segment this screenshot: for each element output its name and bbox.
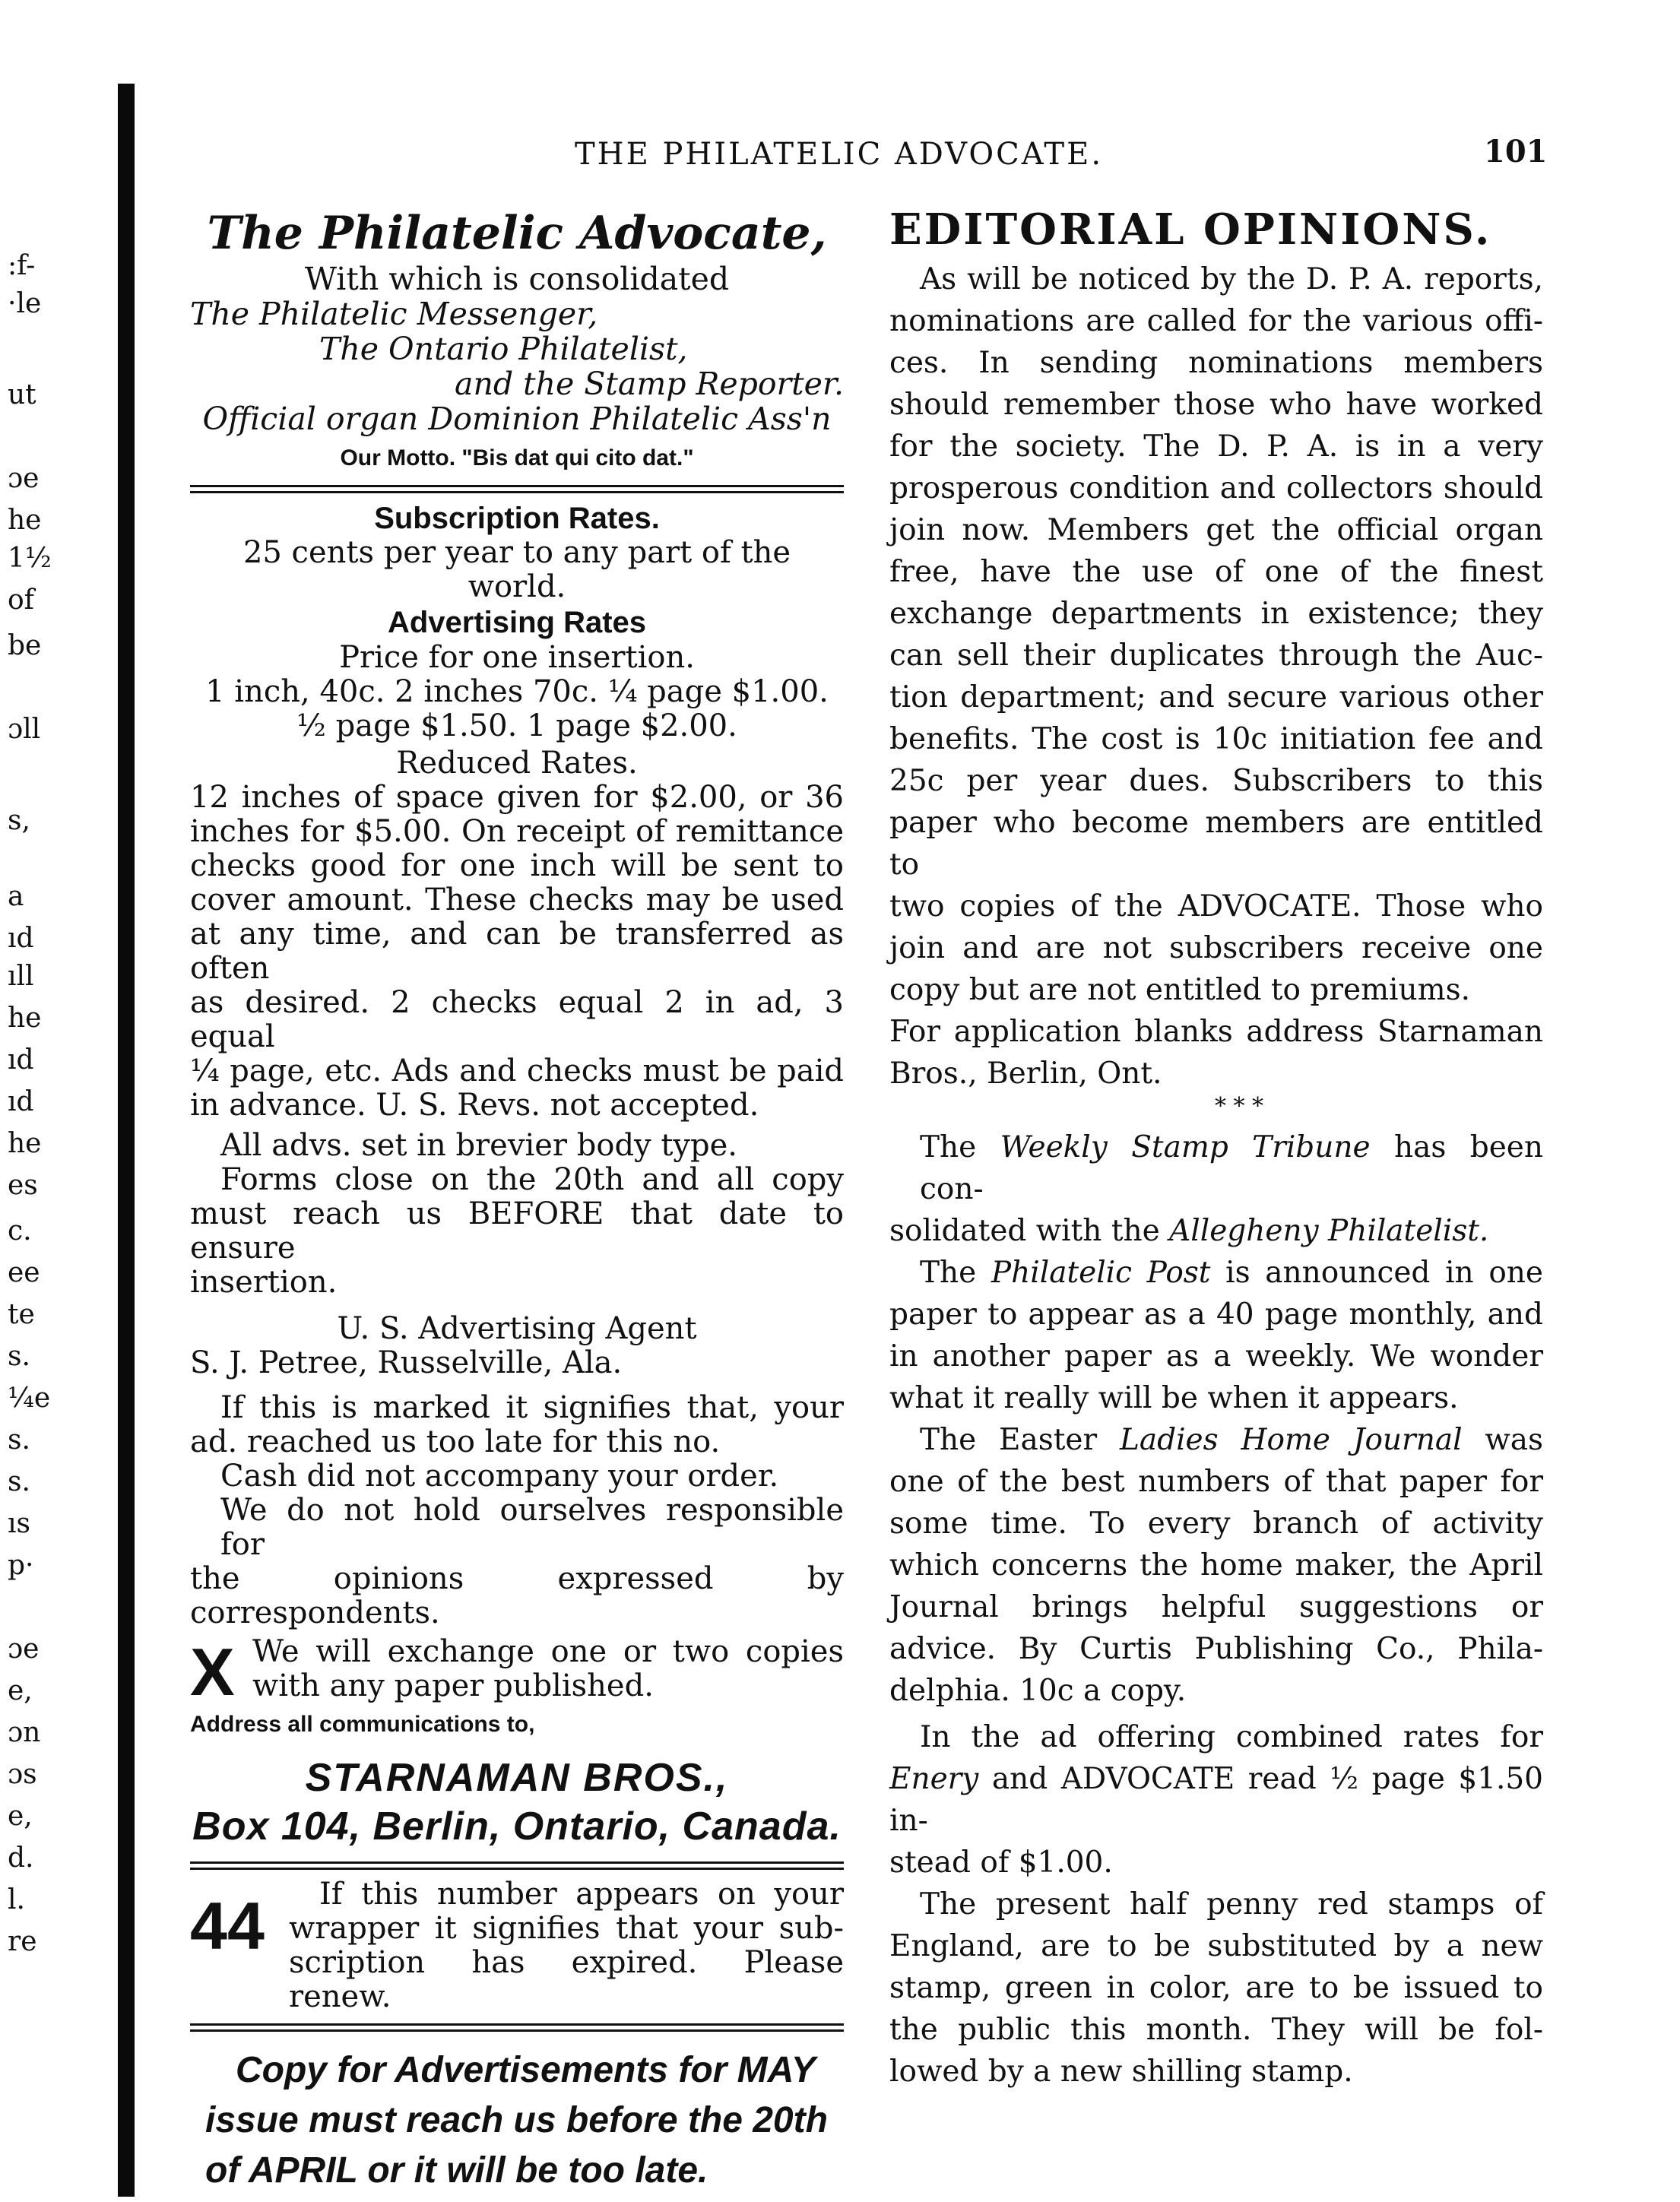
subscription-text: 25 cents per year to any part of the world. xyxy=(242,535,791,604)
copy-deadline: of APRIL or it will be too late. xyxy=(205,2150,708,2191)
address-intro: Address all communications to, xyxy=(190,1712,535,1737)
late-notice: ad. reached us too late for this no. xyxy=(190,1424,721,1459)
fragment: ıd xyxy=(8,1086,34,1117)
editorial-line: tion department; and secure various other xyxy=(889,680,1543,714)
fragment: ɔn xyxy=(8,1717,41,1748)
journal-note: which concerns the home maker, the April xyxy=(889,1548,1543,1583)
exchange-notice xyxy=(190,1635,844,1706)
editorial-line: join and are not subscribers receive one xyxy=(889,931,1543,965)
post-note: what it really will be when it appears. xyxy=(889,1381,1459,1415)
section-stars: * * * xyxy=(1214,1093,1264,1120)
fragment: ıll xyxy=(8,961,34,992)
expiry-line: scription has expired. Please renew. xyxy=(289,1945,844,2014)
forms-close-line: must reach us BEFORE that date to ensure xyxy=(190,1196,844,1266)
cash-notice: Cash did not accompany your order. xyxy=(220,1459,779,1494)
fragment: p· xyxy=(8,1550,34,1581)
editorial-line: For application blanks address Starnaman xyxy=(889,1015,1543,1049)
late-notice: If this is marked it signifies that, your xyxy=(220,1390,844,1425)
fragment: 1½ xyxy=(8,543,52,574)
fragment: te xyxy=(8,1299,35,1330)
editorial-line: benefits. The cost is 10c initiation fee and xyxy=(889,722,1543,756)
official-organ: Official organ Dominion Philatelic Ass'n xyxy=(202,401,832,437)
exchange-mark: X xyxy=(190,1635,235,1706)
editorial-line: copy but are not entitled to premiums. xyxy=(889,973,1471,1007)
fragment: s. xyxy=(8,1424,30,1456)
agent-name: S. J. Petree, Russelville, Ala. xyxy=(190,1345,623,1380)
fragment: be xyxy=(8,630,42,661)
motto: Our Motto. "Bis dat qui cito dat." xyxy=(340,445,694,470)
fragment: e, xyxy=(8,1801,33,1832)
stamp-news: lowed by a new shilling stamp. xyxy=(889,2055,1353,2089)
reduced-line: cover amount. These checks may be used xyxy=(190,882,844,917)
editorial-line: ces. In sending nominations members xyxy=(889,346,1543,380)
text-run: solidated with the xyxy=(889,1214,1170,1248)
text-run: was xyxy=(1462,1423,1544,1457)
fragment: :f- xyxy=(8,250,36,281)
fragment: l. xyxy=(8,1884,25,1915)
journal-note: advice. By Curtis Publishing Co., Phila- xyxy=(889,1632,1543,1666)
fragment: s, xyxy=(8,805,30,836)
editorial-line: nominations are called for the various offi- xyxy=(889,304,1543,338)
reduced-heading: Reduced Rates. xyxy=(396,746,638,781)
reduced-line: checks good for one inch will be sent to xyxy=(190,848,844,883)
publication-name: Allegheny Philatelist. xyxy=(1169,1214,1489,1248)
publication-name: Philatelic Post xyxy=(991,1256,1211,1290)
rates-correction xyxy=(889,1758,1543,1842)
fragment: d. xyxy=(8,1842,34,1874)
stamp-news: the public this month. They will be fol- xyxy=(889,2013,1543,2047)
masthead-title: The Philatelic Advocate, xyxy=(207,207,827,260)
publication-stamp-reporter: and the Stamp Reporter. xyxy=(455,366,844,402)
fragment: he xyxy=(8,1128,42,1159)
fragment: s. xyxy=(8,1341,30,1372)
binding-shadow xyxy=(118,84,135,2197)
fragment: ıd xyxy=(8,1044,34,1076)
price-line-2: ½ page $1.50. 1 page $2.00. xyxy=(296,708,737,743)
post-note xyxy=(889,1252,1543,1294)
price-line-1: 1 inch, 40c. 2 inches 70c. ¼ page $1.00. xyxy=(205,674,829,709)
text-run: The xyxy=(920,1256,991,1290)
editorial-line: 25c per year dues. Subscribers to this xyxy=(889,764,1543,798)
editorial-line: exchange departments in existence; they xyxy=(889,597,1543,631)
editorial-line: free, have the use of one of the finest xyxy=(889,555,1543,589)
exchange-line: with any paper published. xyxy=(252,1668,654,1703)
fragment: ut xyxy=(8,379,36,410)
price-line: Price for one insertion. xyxy=(339,640,695,675)
copy-deadline: Copy for Advertisements for MAY xyxy=(236,2050,816,2090)
journal-note xyxy=(889,1419,1543,1461)
editorial-line: can sell their duplicates through the Auc- xyxy=(889,638,1543,673)
fragment: ɔe xyxy=(8,463,40,494)
editorial-heading: EDITORIAL OPINIONS. xyxy=(889,204,1492,255)
publication-messenger: The Philatelic Messenger, xyxy=(190,296,598,332)
fragment: c. xyxy=(8,1215,32,1247)
stamp-news: England, are to be substituted by a new xyxy=(889,1929,1543,1963)
tribune-note xyxy=(889,1210,1543,1252)
fragment: a xyxy=(8,881,24,912)
forms-close-line: insertion. xyxy=(190,1265,338,1300)
rates-correction: In the ad offering combined rates for xyxy=(920,1720,1543,1754)
opinions-disclaimer: We do not hold ourselves responsible for xyxy=(220,1493,844,1562)
publication-name: Ladies Home Journal xyxy=(1119,1423,1463,1457)
fragment: re xyxy=(8,1926,37,1957)
brevier-note: All advs. set in brevier body type. xyxy=(220,1128,738,1163)
publication-ontario: The Ontario Philatelist, xyxy=(319,331,688,367)
editorial-line: for the society. The D. P. A. is in a very xyxy=(889,429,1543,464)
text-run: is announced in one xyxy=(1210,1256,1544,1290)
page-number: 101 xyxy=(1484,134,1548,170)
stamp-news: stamp, green in color, are to be issued to xyxy=(889,1971,1543,2005)
expiry-number: 44 xyxy=(190,1888,265,1963)
post-note: paper to appear as a 40 page monthly, and xyxy=(889,1297,1543,1332)
fragment: he xyxy=(8,1003,42,1034)
expiry-line: wrapper it signifies that your sub- xyxy=(289,1911,844,1946)
publication-name: Enery xyxy=(889,1762,979,1796)
post-note: in another paper as a weekly. We wonder xyxy=(889,1339,1543,1373)
address-place: Box 104, Berlin, Ontario, Canada. xyxy=(192,1804,842,1849)
double-rule xyxy=(190,2023,844,2032)
fragment: ·le xyxy=(8,288,42,319)
editorial-line: prosperous condition and collectors should xyxy=(889,471,1543,505)
fragment: ee xyxy=(8,1257,40,1288)
fragment: ıd xyxy=(8,923,34,954)
fragment: ɔe xyxy=(8,1633,40,1665)
exchange-line: We will exchange one or two copies xyxy=(252,1635,844,1669)
text-run: The xyxy=(920,1130,1000,1164)
fragment: es xyxy=(8,1170,38,1201)
opinions-disclaimer: the opinions expressed by correspondents. xyxy=(190,1561,844,1630)
fragment: ¼e xyxy=(8,1383,51,1414)
text-run: and ADVOCATE read ½ page $1.50 in- xyxy=(889,1762,1543,1838)
masthead-column xyxy=(190,205,844,2196)
agent-heading: U. S. Advertising Agent xyxy=(337,1311,697,1346)
fragment: of xyxy=(8,585,34,616)
editorial-line: join now. Members get the official organ xyxy=(889,513,1543,547)
publication-name: Weekly Stamp Tribune xyxy=(1000,1130,1371,1164)
subscription-heading: Subscription Rates. xyxy=(374,502,660,535)
fragment: ıs xyxy=(8,1508,30,1539)
reduced-line: at any time, and can be transferred as often xyxy=(190,917,844,986)
editorial-line: As will be noticed by the D. P. A. reports, xyxy=(920,262,1543,296)
reduced-line: 12 inches of space given for $2.00, or 36 xyxy=(190,780,844,815)
reduced-line: as desired. 2 checks equal 2 in ad, 3 equal xyxy=(190,985,844,1054)
journal-note: some time. To every branch of activity xyxy=(889,1507,1543,1541)
text-run: has been con- xyxy=(920,1130,1544,1206)
fragment: s. xyxy=(8,1466,30,1497)
editorial-line: Bros., Berlin, Ont. xyxy=(889,1057,1162,1091)
running-title: THE PHILATELIC ADVOCATE. xyxy=(575,137,1104,172)
forms-close-line: Forms close on the 20th and all copy xyxy=(220,1162,844,1197)
reduced-line: ¼ page, etc. Ads and checks must be paid xyxy=(190,1053,844,1088)
fragment: he xyxy=(8,505,42,536)
stamp-news: The present half penny red stamps of xyxy=(920,1887,1543,1922)
editorial-line: should remember those who have worked xyxy=(889,388,1543,422)
double-rule xyxy=(190,1861,844,1870)
fragment: ɔs xyxy=(8,1759,37,1790)
copy-deadline: issue must reach us before the 20th xyxy=(205,2100,828,2140)
tribune-note xyxy=(889,1126,1543,1210)
fragment: e, xyxy=(8,1675,33,1706)
consolidated-line: With which is consolidated xyxy=(304,261,730,297)
journal-note: delphia. 10c a copy. xyxy=(889,1674,1187,1708)
advertising-heading: Advertising Rates xyxy=(387,606,647,639)
journal-note: Journal brings helpful suggestions or xyxy=(889,1590,1543,1624)
text-run: The Easter xyxy=(920,1423,1120,1457)
editorial-column xyxy=(889,205,1543,2093)
reduced-line: inches for $5.00. On receipt of remittance xyxy=(190,814,844,849)
fragment: ɔll xyxy=(8,714,41,745)
double-rule xyxy=(190,485,844,493)
address-name: STARNAMAN BROS., xyxy=(305,1756,729,1800)
expiry-notice xyxy=(190,1877,844,2014)
rates-correction: stead of $1.00. xyxy=(889,1846,1113,1880)
journal-note: one of the best numbers of that paper for xyxy=(889,1465,1543,1499)
expiry-line: If this number appears on your xyxy=(319,1877,844,1912)
reduced-line: in advance. U. S. Revs. not accepted. xyxy=(190,1088,759,1123)
editorial-line: paper who become members are entitled to xyxy=(889,806,1543,882)
editorial-line: two copies of the ADVOCATE. Those who xyxy=(889,889,1543,924)
